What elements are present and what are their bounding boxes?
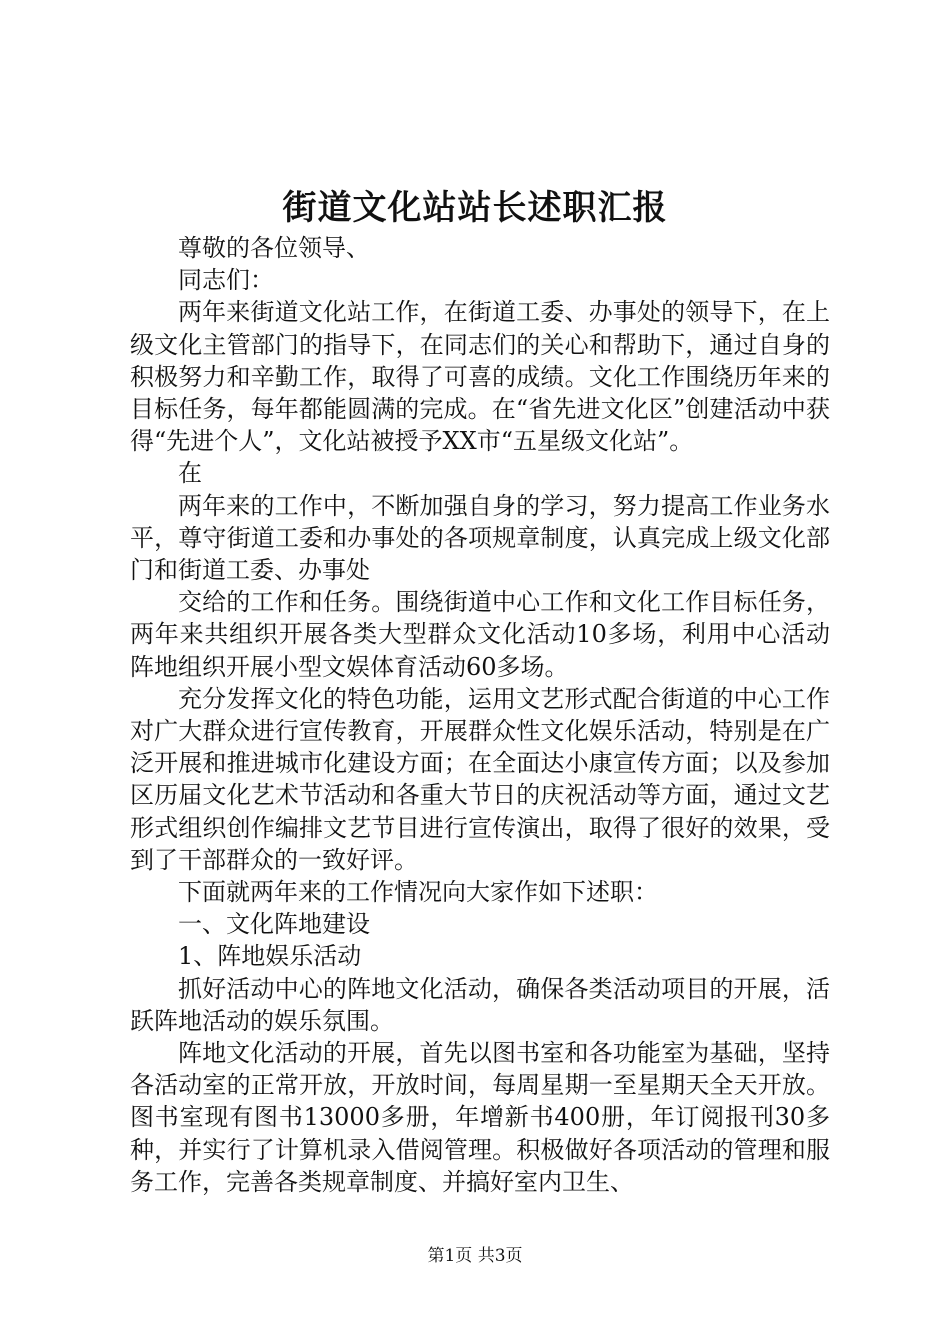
paragraph-salutation-1: 尊敬的各位领导、 <box>178 234 370 262</box>
document-body <box>130 232 830 1198</box>
subsection-heading: 1、阵地娱乐活动 <box>178 942 362 971</box>
paragraph: 两年来街道文化站工作，在街道工委、办事处的领导下，在上级文化主管部门的指导下，在同志们的关心和帮助下，通过自身的积极努力和辛勤工作，取得了可喜的成绩。文化工作围绕历年来的目标任务，每年都能圆满的完成。在“省先进文化区”创建活动中获得“先进个人”，文化站被授予XX市“五星级文化站”。 <box>130 298 830 456</box>
document-title: 街道文化站站长述职汇报 <box>282 188 668 228</box>
paragraph: 抓好活动中心的阵地文化活动，确保各类活动项目的开展，活跃阵地活动的娱乐氛围。 <box>130 974 830 1035</box>
paragraph: 下面就两年来的工作情况向大家作如下述职： <box>178 878 658 907</box>
paragraph-salutation-2: 同志们： <box>178 266 274 295</box>
paragraph: 阵地文化活动的开展，首先以图书室和各功能室为基础，坚持各活动室的正常开放，开放时间，每周星期一至星期天全天开放。图书室现有图书13000多册，年增新书400册，年订阅报刊30多种，并实行了计算机录入借阅管理。积极做好各项活动的管理和服务工作，完善各类规章制度、并搞好室内卫生、 <box>130 1039 830 1196</box>
paragraph: 两年来的工作中，不断加强自身的学习，努力提高工作业务水平，尊守街道工委和办事处的各项规章制度，认真完成上级文化部门和街道工委、办事处 <box>130 491 830 585</box>
section-heading: 一、文化阵地建设 <box>178 910 370 939</box>
paragraph: 充分发挥文化的特色功能，运用文艺形式配合街道的中心工作对广大群众进行宣传教育，开展群众性文化娱乐活动，特别是在广泛开展和推进城市化建设方面；在全面达小康宣传方面；以及参加区历届文化艺术节活动和各重大节日的庆祝活动等方面，通过文艺形式组织创作编排文艺节目进行宣传演出，取得了很好的效果，受到了干部群众的一致好评。 <box>130 684 830 874</box>
page-footer: 第1页 共3页 <box>427 1246 523 1266</box>
paragraph: 交给的工作和任务。围绕街道中心工作和文化工作目标任务，两年来共组织开展各类大型群众文化活动10多场，利用中心活动阵地组织开展小型文娱体育活动60多场。 <box>130 588 830 681</box>
paragraph: 在 <box>178 459 202 488</box>
